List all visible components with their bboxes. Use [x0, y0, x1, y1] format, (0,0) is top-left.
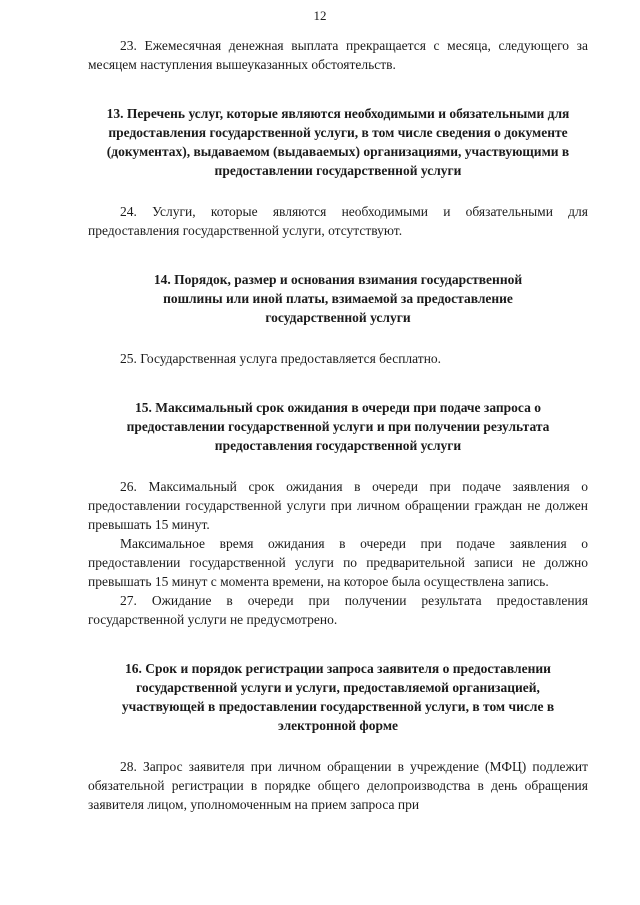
paragraph-26-continued: Максимальное время ожидания в очереди при подаче заявления о предоставлении государственной услуги по предварительной записи не должно превышать 15 минут с момента времени, на которое была осуществлена запись. [88, 536, 588, 589]
paragraph-23: 23. Ежемесячная денежная выплата прекращается с месяца, следующего за месяцем наступления вышеуказанных обстоятельств. [88, 38, 588, 72]
section-heading-15: 15. Максимальный срок ожидания в очереди при подаче запроса о предоставлении государственной услуги и при получении результата предоставления государственной услуги [126, 400, 550, 453]
paragraph-24: 24. Услуги, которые являются необходимыми и обязательными для предоставления государственной услуги, отсутствуют. [88, 204, 588, 238]
paragraph-25: 25. Государственная услуга предоставляется бесплатно. [120, 351, 442, 366]
section-heading-13: 13. Перечень услуг, которые являются необходимыми и обязательными для предоставления государственной услуги, в том числе сведения о документе (документах), выдаваемом (выдаваемых) организациями, участвующими в предоставлении государственной услуги [106, 106, 570, 178]
paragraph-28: 28. Запрос заявителя при личном обращении в учреждение (МФЦ) подлежит обязательной регистрации в порядке общего делопроизводства в день обращения заявителя лицом, уполномоченным на прием запроса при [88, 759, 588, 812]
page-number: 12 [313, 8, 327, 23]
section-heading-16: 16. Срок и порядок регистрации запроса заявителя о предоставлении государственной услуги и услуги, предоставляемой организацией, участвующей в предоставлении государственной услуги, в том числе в электронной форме [121, 661, 555, 733]
section-heading-14: 14. Порядок, размер и основания взимания государственной пошлины или иной платы, взимаемой за предоставление государственной услуги [153, 272, 523, 325]
document-body [88, 36, 588, 814]
paragraph-26: 26. Максимальный срок ожидания в очереди при подаче заявления о предоставлении государственной услуги при личном обращении граждан не должен превышать 15 минут. [88, 479, 588, 532]
paragraph-27: 27. Ожидание в очереди при получении результата предоставления государственной услуги не предусмотрено. [88, 593, 588, 627]
